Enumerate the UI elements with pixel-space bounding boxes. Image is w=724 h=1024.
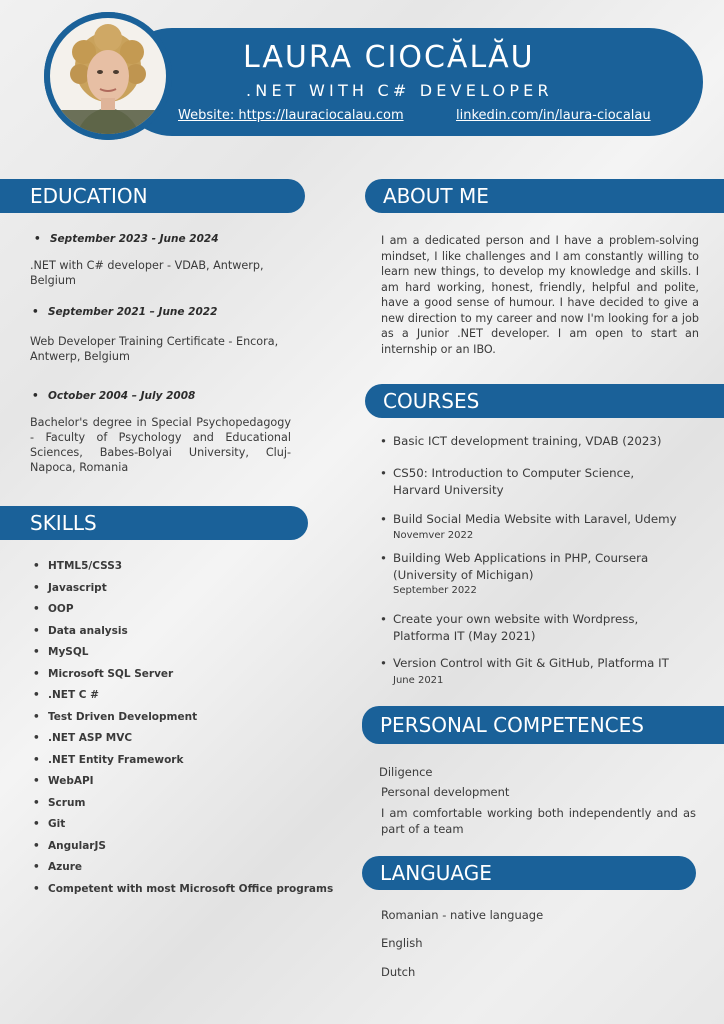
section-header-skills: SKILLS <box>0 506 308 540</box>
profile-photo <box>44 12 172 140</box>
skill-item: • Git <box>48 815 333 837</box>
skill-item: • AngularJS <box>48 837 333 859</box>
candidate-name: LAURA CIOCĂLĂU <box>243 40 535 75</box>
education-entry: Web Developer Training Certificate - Encora, Antwerp, Belgium <box>30 335 279 363</box>
section-header-competences: PERSONAL COMPETENCES <box>362 706 724 744</box>
competence-item: Diligence <box>379 765 433 779</box>
skill-item: • WebAPI <box>48 772 333 794</box>
language-item: Romanian - native language <box>381 908 544 922</box>
language-item: Dutch <box>381 965 416 979</box>
course-item: • Build Social Media Website with Laravel, Udemy <box>393 511 693 528</box>
skill-item: • Azure <box>48 858 333 880</box>
education-date: • September 2021 – June 2022 <box>48 306 217 318</box>
skill-item: • .NET ASP MVC <box>48 729 333 751</box>
section-header-education: EDUCATION <box>0 179 305 213</box>
course-item: • Create your own website with Wordpress, Platforma IT (May 2021) <box>393 611 668 645</box>
skills-list <box>32 557 333 901</box>
skill-item: • Test Driven Development <box>48 708 333 730</box>
job-title: .NET WITH C# DEVELOPER <box>246 81 553 100</box>
skill-item: • Microsoft SQL Server <box>48 665 333 687</box>
skill-item: • Scrum <box>48 794 333 816</box>
linkedin-link[interactable]: linkedin.com/in/laura-ciocalau <box>456 108 651 123</box>
education-entry: .NET with C# developer - VDAB, Antwerp, Belgium <box>30 259 264 287</box>
skill-item: • OOP <box>48 600 333 622</box>
education-entry: Bachelor's degree in Special Psychopedagogy - Faculty of Psychology and Educational Sciences, Babes-Bolyai University, Cluj-Napoca, Romania <box>30 416 291 474</box>
skill-item: • MySQL <box>48 643 333 665</box>
section-header-about: ABOUT ME <box>365 179 724 213</box>
course-date: Novemver 2022 <box>393 530 474 541</box>
course-item: • Building Web Applications in PHP, Coursera (University of Michigan) <box>393 550 673 584</box>
language-item: English <box>381 936 423 950</box>
section-header-language: LANGUAGE <box>362 856 696 890</box>
header-banner <box>118 28 703 136</box>
skill-item: • Data analysis <box>48 622 333 644</box>
section-header-courses: COURSES <box>365 384 724 418</box>
education-date: • October 2004 – July 2008 <box>48 390 195 402</box>
course-item: • Version Control with Git & GitHub, Platforma IT <box>393 655 693 672</box>
course-date: September 2022 <box>393 585 477 596</box>
course-item: • Basic ICT development training, VDAB (2023) <box>393 433 693 450</box>
course-item: • CS50: Introduction to Computer Science, Harvard University <box>393 465 658 499</box>
website-link[interactable]: Website: https://lauraciocalau.com <box>178 108 404 123</box>
competence-item: Personal development <box>381 785 510 799</box>
skill-item: • Competent with most Microsoft Office programs <box>48 880 333 902</box>
skill-item: • .NET Entity Framework <box>48 751 333 773</box>
course-date: June 2021 <box>393 675 444 686</box>
skill-item: • Javascript <box>48 579 333 601</box>
skill-item: • HTML5/CSS3 <box>48 557 333 579</box>
competence-item: I am comfortable working both independently and as part of a team <box>381 806 696 836</box>
about-text: I am a dedicated person and I have a problem-solving mindset, I like challenges and I am constantly willing to learn new things, to develop my knowledge and skills. I am hard working, honest, friendly, helpful and polite, have a good sense of humour. I have decided to give a new direction to my career and now I'm looking for a job as a Junior .NET developer. I am open to start an internship or an IBO. <box>381 234 699 356</box>
skill-item: • .NET C # <box>48 686 333 708</box>
education-date: • September 2023 - June 2024 <box>50 233 219 245</box>
